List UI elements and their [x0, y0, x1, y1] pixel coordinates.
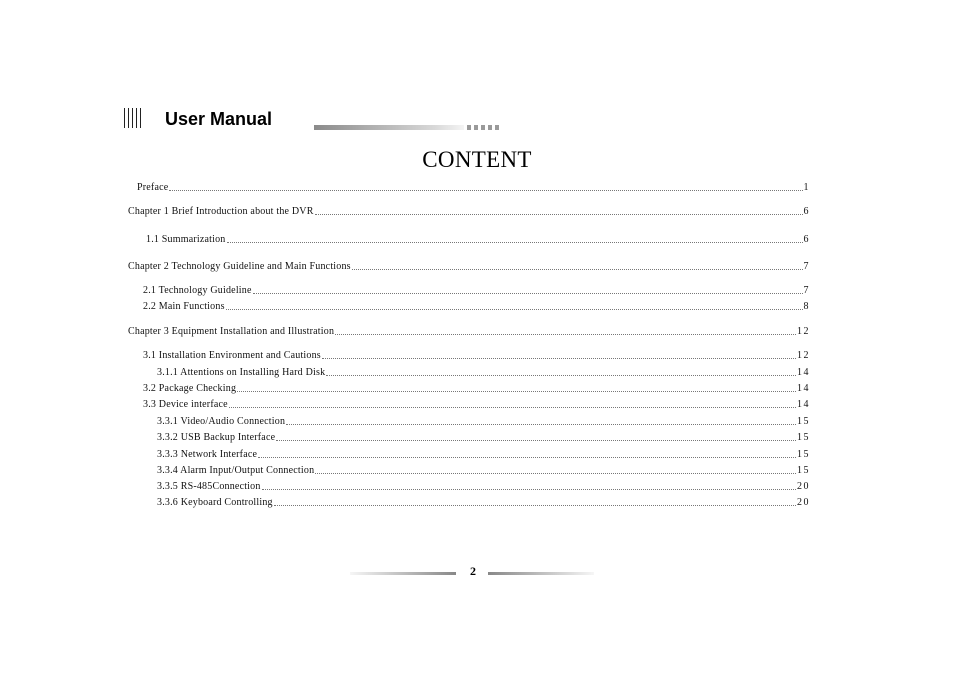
toc-entry[interactable]	[143, 285, 810, 297]
toc-entry-page: 8	[803, 301, 810, 312]
toc-entry[interactable]	[157, 449, 810, 461]
toc-entry-page: 1	[803, 182, 810, 193]
toc-leader	[169, 190, 802, 191]
toc-leader	[286, 424, 796, 425]
toc-entry-page: 14	[797, 367, 810, 378]
toc-leader	[315, 473, 796, 474]
toc-leader	[262, 489, 796, 490]
toc-entry-label: 3.3.3 Network Interface	[157, 449, 258, 460]
toc-entry-page: 6	[803, 206, 810, 217]
toc-entry-page: 15	[797, 416, 810, 427]
toc-entry-label: 3.3.2 USB Backup Interface	[157, 432, 276, 443]
toc-leader	[258, 457, 796, 458]
toc-entry[interactable]	[146, 234, 810, 246]
toc-entry-page: 15	[797, 432, 810, 443]
toc-entry[interactable]	[128, 206, 810, 218]
toc-leader	[276, 440, 796, 441]
toc-entry-label: 3.3 Device interface	[143, 399, 228, 410]
toc-entry-label: Chapter 3 Equipment Installation and Illustration	[128, 326, 335, 337]
toc-entry[interactable]	[157, 497, 810, 509]
toc-leader	[227, 242, 803, 243]
toc-entry[interactable]	[143, 399, 810, 411]
brand-title: User Manual	[165, 109, 273, 129]
toc-entry[interactable]	[143, 301, 810, 313]
toc-leader	[322, 358, 796, 359]
toc-leader	[274, 505, 796, 506]
toc-leader	[326, 375, 796, 376]
toc-entry-label: 3.1.1 Attentions on Installing Hard Disk	[157, 367, 326, 378]
toc-entry[interactable]	[143, 383, 810, 395]
toc-leader	[315, 214, 803, 215]
toc-entry-label: 3.3.4 Alarm Input/Output Connection	[157, 465, 315, 476]
toc-entry-page: 20	[797, 481, 810, 492]
toc-entry-page: 14	[797, 399, 810, 410]
toc-entry[interactable]	[157, 465, 810, 477]
toc-entry-label: 2.1 Technology Guideline	[143, 285, 252, 296]
toc-entry-label: 3.1 Installation Environment and Cautions	[143, 350, 321, 361]
toc-entry-page: 15	[797, 449, 810, 460]
toc-entry-label: 3.3.6 Keyboard Controlling	[157, 497, 273, 508]
toc-entry[interactable]	[143, 350, 810, 362]
toc-leader	[229, 407, 796, 408]
toc-entry-page: 7	[803, 261, 810, 272]
toc-entry-label: 1.1 Summarization	[146, 234, 226, 245]
toc-entry-page: 12	[797, 350, 810, 361]
toc-entry[interactable]	[157, 367, 810, 379]
toc-leader	[335, 334, 796, 335]
toc-entry-page: 15	[797, 465, 810, 476]
toc-entry[interactable]	[128, 326, 810, 338]
toc-entry-label: Chapter 1 Brief Introduction about the DVR	[128, 206, 314, 217]
toc-entry-label: Chapter 2 Technology Guideline and Main Functions	[128, 261, 351, 272]
toc-entry[interactable]	[137, 182, 810, 194]
page-title: CONTENT	[422, 147, 532, 172]
toc-leader	[237, 391, 796, 392]
toc-entry[interactable]	[157, 432, 810, 444]
toc-entry-page: 12	[797, 326, 810, 337]
toc-entry-label: 3.3.1 Video/Audio Connection	[157, 416, 286, 427]
toc-entry[interactable]	[128, 261, 810, 273]
toc-entry-page: 14	[797, 383, 810, 394]
toc-entry[interactable]	[157, 416, 810, 428]
toc-entry-page: 6	[803, 234, 810, 245]
toc-entry-label: 2.2 Main Functions	[143, 301, 225, 312]
toc-leader	[253, 293, 803, 294]
page-number: 2	[470, 564, 476, 578]
toc-entry-label: 3.2 Package Checking	[143, 383, 237, 394]
toc-entry-page: 20	[797, 497, 810, 508]
toc-entry-label: 3.3.5 RS-485Connection	[157, 481, 261, 492]
toc-entry-label: Preface	[137, 182, 169, 193]
toc-leader	[352, 269, 803, 270]
toc-entry[interactable]	[157, 481, 810, 493]
toc-entry-page: 7	[803, 285, 810, 296]
footer-rule-left	[350, 572, 456, 575]
footer-rule-right	[488, 572, 594, 575]
toc-leader	[226, 309, 803, 310]
